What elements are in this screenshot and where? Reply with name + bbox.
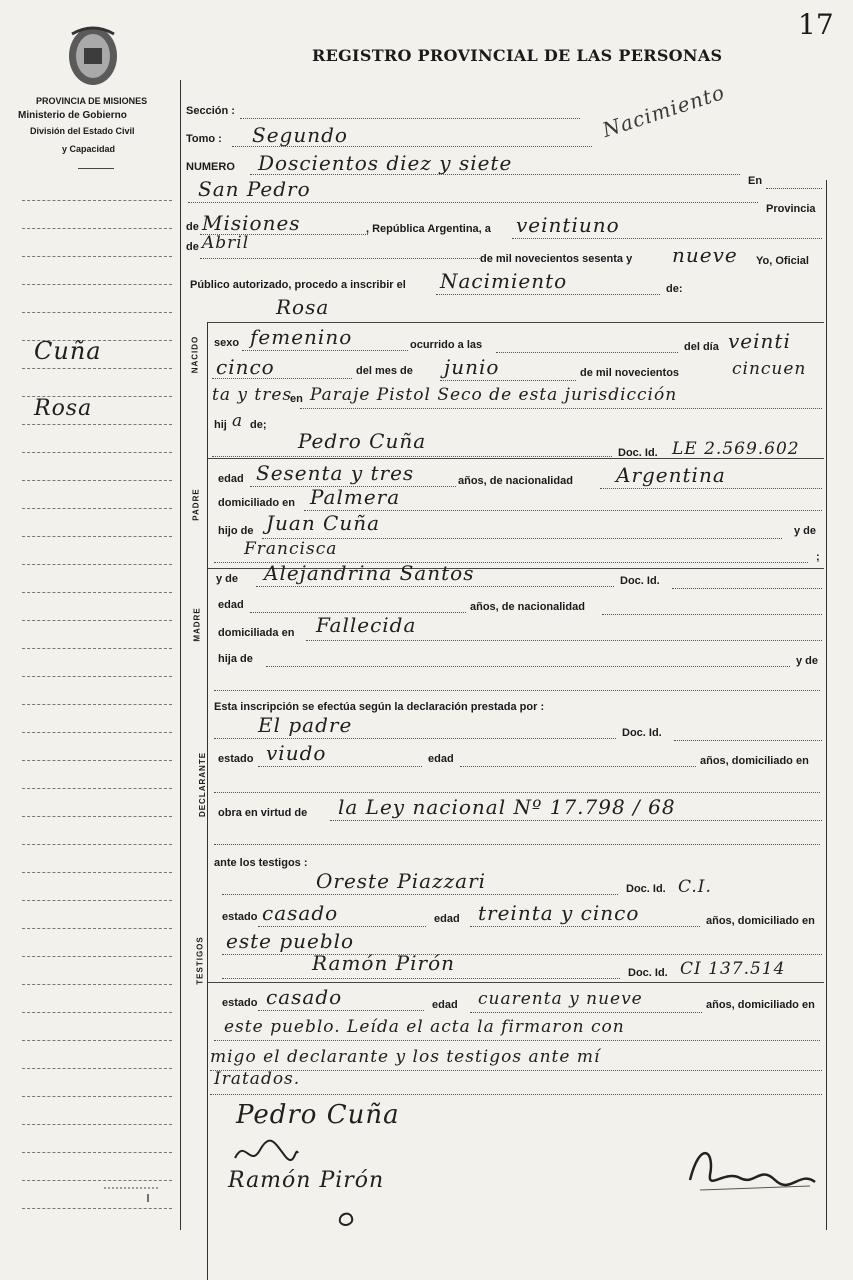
value-numero: Doscientos diez y siete [258,151,513,175]
label-y-de3: y de [796,655,819,667]
section-declarante: DECLARANTE [198,751,208,818]
label-republica: , República Argentina, a [366,223,491,235]
page-number: 17 [798,8,834,41]
label-numero: NUMERO [186,161,235,173]
closing-line-1: este pueblo. Leída el acta la firmaron con [224,1017,625,1037]
label-de-mil: de mil novecientos sesenta y [480,253,633,265]
label-anos-nac-padre: años, de nacionalidad [458,475,573,487]
value-madre: Alejandrina Santos [264,561,475,585]
label-hija-de: hija de [218,653,253,665]
section-nacido: NACIDO [190,335,200,374]
margin-mark-icon [100,1180,170,1204]
value-padre-edad: Sesenta y tres [256,461,415,485]
label-en: En [748,175,763,187]
label-y-de: y de [794,525,817,537]
label-anos-dom-declarante: años, domiciliado en [700,755,809,767]
value-testigo2-edad: cuarenta y nueve [478,989,643,1009]
value-lugar-nac: Paraje Pistol Seco de esta jurisdicción [310,385,678,405]
label-ante: ante los testigos : [214,857,308,869]
value-dia-inscripcion: veintiuno [516,213,620,237]
label-declaracion: Esta inscripción se efectúa según la declaración prestada por : [214,701,545,713]
label-publico: Público autorizado, procedo a inscribir el [190,279,406,291]
value-hij-suffix: a [232,411,244,431]
value-provincia: Misiones [202,211,301,235]
value-testigo1-estado: casado [262,901,339,925]
value-anio2: ta y tres [212,385,293,405]
label-de-mes: de [186,241,199,253]
value-abuelo: Juan Cuña [266,511,381,535]
document-title: REGISTRO PROVINCIAL DE LAS PERSONAS [312,46,723,65]
stamp: Nacimiento [599,79,728,143]
value-testigo1-dom: este pueblo [226,929,355,953]
value-acto: Nacimiento [440,269,568,293]
value-madre-dom: Fallecida [316,613,417,637]
value-anio: cincuen [732,359,807,379]
value-sexo: femenino [250,325,353,349]
value-padre-dom: Palmera [310,485,401,509]
value-dia2: cinco [216,355,275,379]
label-doc-testigo1: Doc. Id. [626,883,666,895]
value-nombre: Rosa [276,295,330,319]
label-tomo: Tomo : [186,133,222,145]
value-abuela: Francisca [244,539,338,559]
closing-line-2: migo el declarante y los testigos ante mí [210,1047,601,1067]
closing-line-3: Iratados. [214,1069,301,1089]
value-testigo1-doc: C.I. [678,877,712,897]
label-edad-testigo2: edad [432,999,458,1011]
label-hijo-de: hijo de [218,525,254,537]
coat-of-arms-icon [64,22,122,88]
label-anos-dom-testigo2: años, domiciliado en [706,999,815,1011]
office-line-3: División del Estado Civil [30,126,135,136]
label-de-mil2: de mil novecientos [580,367,680,379]
value-tomo: Segundo [252,123,348,147]
value-testigo2: Ramón Pirón [312,951,456,975]
value-testigo1-edad: treinta y cinco [478,901,640,925]
label-del-dia: del día [684,341,719,353]
label-hij: hij [214,419,227,431]
value-mes: junio [444,355,500,379]
value-padre-nac: Argentina [616,463,726,487]
office-line-1: PROVINCIA DE MISIONES [36,96,148,106]
value-padre-doc: LE 2.569.602 [672,439,800,459]
label-de2: de; [250,419,267,431]
value-testigo2-doc: CI 137.514 [680,959,786,979]
label-y-de2: y de [216,573,239,585]
value-mes-inscripcion: Abril [202,233,250,253]
label-ocurrido: ocurrido a las [410,339,483,351]
label-obra: obra en virtud de [218,807,308,819]
scribble-signature-icon [230,1138,300,1168]
margin-given-name: Rosa [34,396,93,421]
margin-surname: Cuña [34,337,102,365]
label-doc-testigo2: Doc. Id. [628,967,668,979]
label-edad-padre: edad [218,473,244,485]
section-padre: PADRE [191,488,201,521]
label-sexo: sexo [214,337,240,349]
label-anos-nac-madre: años, de nacionalidad [470,601,585,613]
label-doc-madre: Doc. Id. [620,575,660,587]
label-estado-testigo1: estado [222,911,258,923]
label-seccion: Sección : [186,105,235,117]
section-madre: MADRE [192,607,202,642]
label-estado-testigo2: estado [222,997,258,1009]
label-doc-padre: Doc. Id. [618,447,658,459]
label-anos-dom-testigo1: años, domiciliado en [706,915,815,927]
signature-testigo: Ramón Pirón [228,1168,385,1193]
value-testigo2-estado: casado [266,985,343,1009]
label-semicolon: ; [816,551,820,563]
value-anio-inscripcion: nueve [672,243,738,267]
office-line-2: Ministerio de Gobierno [18,110,127,121]
label-de-colon: de: [666,283,683,295]
value-padre: Pedro Cuña [298,429,427,453]
value-ley: la Ley nacional Nº 17.798 / 68 [338,795,676,819]
label-doc-declarante: Doc. Id. [622,727,662,739]
label-edad-testigo1: edad [434,913,460,925]
value-lugar: San Pedro [198,177,311,201]
value-dia: veinti [728,329,791,353]
label-edad-declarante: edad [428,753,454,765]
label-en2: en [290,393,303,405]
signature-padre: Pedro Cuña [236,1100,400,1130]
value-declarante: El padre [258,713,353,737]
label-de-provincia: de [186,221,199,233]
office-line-4: y Capacidad [62,144,116,154]
label-domiciliado-padre: domiciliado en [218,497,296,509]
label-yo-oficial: Yo, Oficial [756,255,809,267]
value-testigo1: Oreste Piazzari [316,869,487,893]
label-provincia: Provincia [766,203,816,215]
label-domiciliada: domiciliada en [218,627,295,639]
section-testigos: TESTIGOS [195,936,205,985]
value-declarante-estado: viudo [266,741,327,765]
official-signature-icon [680,1140,820,1200]
label-estado-declarante: estado [218,753,254,765]
small-mark-icon [334,1206,358,1230]
label-del-mes: del mes de [356,365,413,377]
label-edad-madre: edad [218,599,244,611]
